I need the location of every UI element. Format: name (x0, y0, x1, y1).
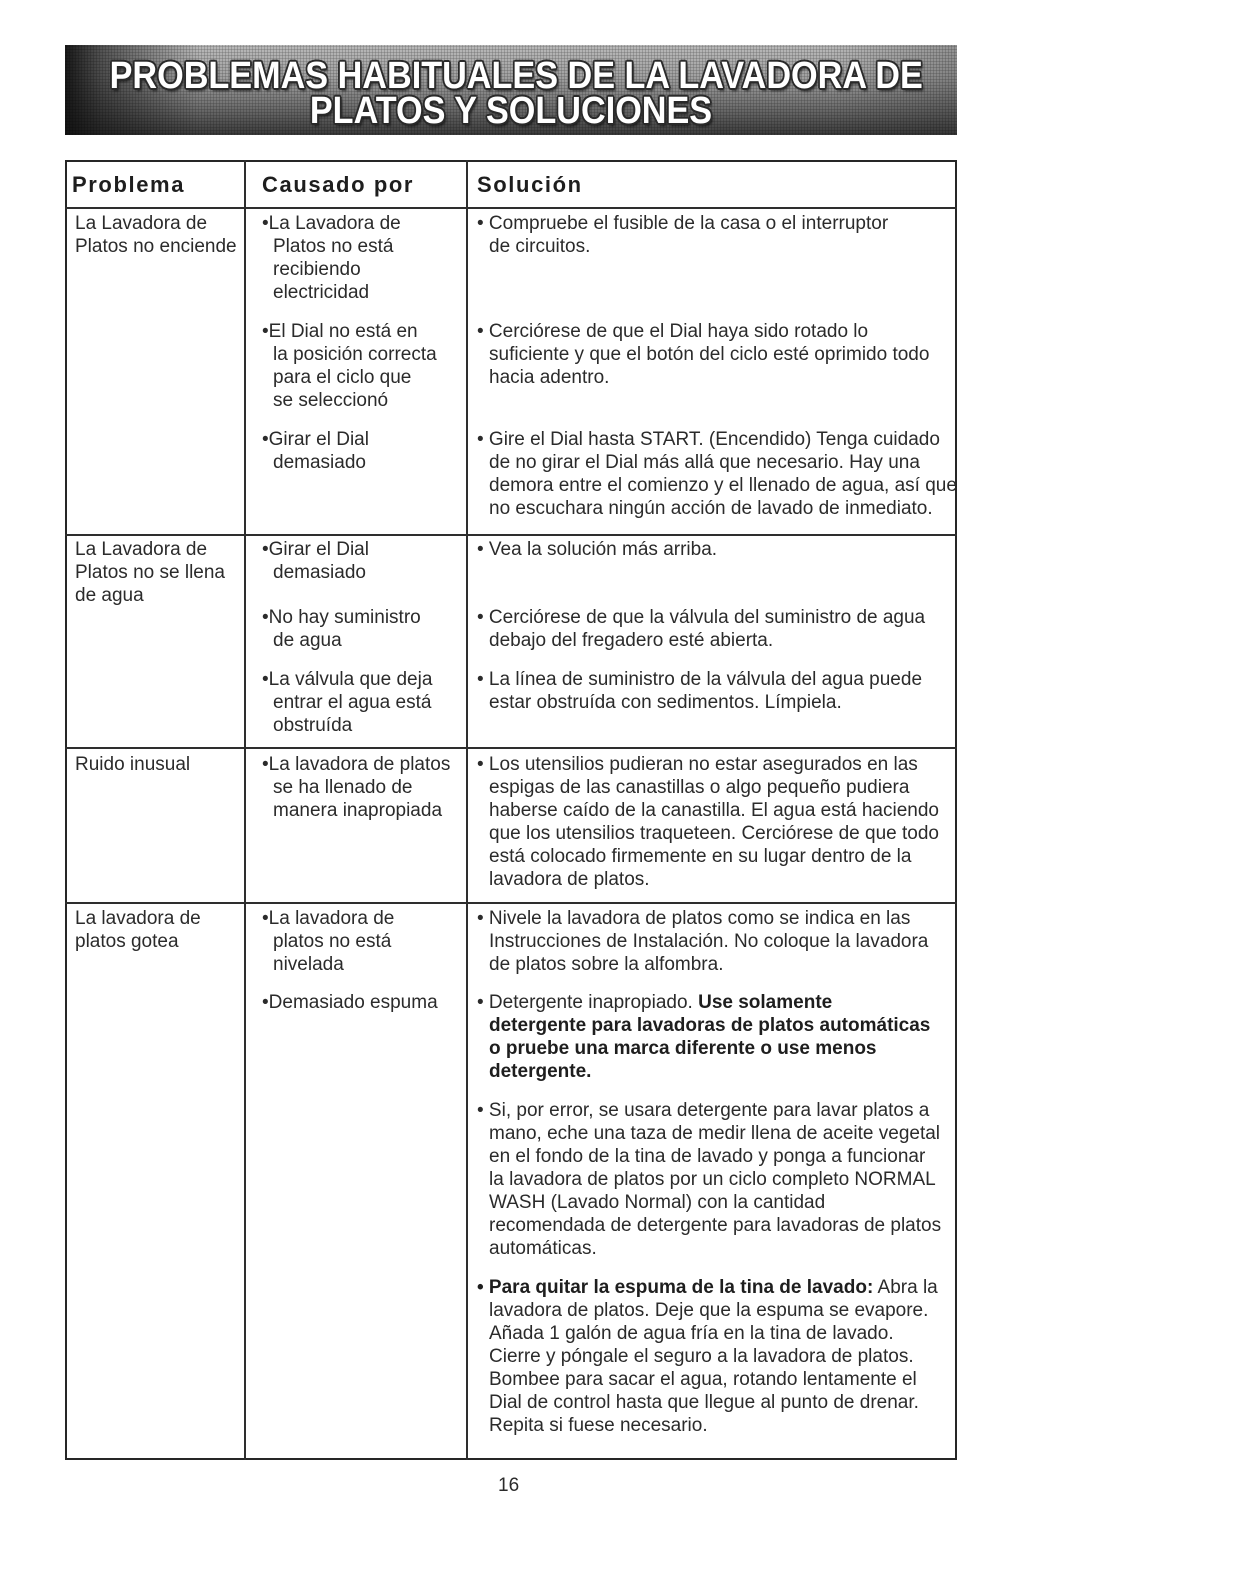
solution-block (477, 1276, 938, 1437)
table-row (65, 535, 957, 748)
header-cause: Causado por (262, 172, 415, 197)
cause-text: •Demasiado espuma (262, 992, 438, 1013)
solution-text: • La línea de suministro de la válvula del agua puede estar obstruída con sedimentos. Límpiela. (477, 669, 923, 713)
cause-text: •Girar el Dial demasiado (262, 539, 369, 583)
table-row (65, 208, 957, 535)
problem-text: La Lavadora de Platos no enciende (75, 213, 237, 257)
troubleshooting-table (65, 160, 957, 1460)
page-title-line-2: PLATOS Y SOLUCIONES (309, 90, 713, 132)
solution-text: • Cerciórese de que la válvula del suministro de agua debajo del fregadero esté abierta. (477, 607, 926, 651)
cause-text: •La lavadora de platos se ha llenado de manera inapropiada (262, 754, 451, 821)
problem-text: La lavadora de platos gotea (75, 908, 201, 952)
solution-bold-text: • Para quitar la espuma de la tina de lavado: (477, 1277, 874, 1298)
table-row (65, 748, 957, 903)
table-row (65, 903, 957, 1460)
page-title-line-1: PROBLEMAS HABITUALES DE LA LAVADORA DE (109, 55, 923, 97)
solution-text: Abra la lavadora de platos. Deje que la espuma se evapore. Añada 1 galón de agua fría en la tina de lavado. Cierre y póngale el seguro a la lavadora de platos. Bombee para sacar el agua, rotando lentamente el Dial de control hasta que llegue al punto de drenar. Repita si fuese necesario. (489, 1277, 938, 1436)
solution-text: • Gire el Dial hasta START. (Encendido) Tenga cuidado de no girar el Dial más allá que necesario. Hay una demora entre el comienzo y el llenado de agua, así que no escuchara ningún acción de lavado de inmediato. (477, 429, 957, 519)
header-problem: Problema (72, 172, 186, 197)
cause-text: •Girar el Dial demasiado (262, 429, 369, 473)
cause-text: •El Dial no está en la posición correcta para el ciclo que se seleccionó (262, 321, 437, 411)
title-banner (65, 45, 957, 135)
cause-text: •La válvula que deja entrar el agua está obstruída (262, 669, 433, 736)
solution-text: • Compruebe el fusible de la casa o el interruptor de circuitos. (477, 213, 889, 257)
cause-text: •La lavadora de platos no está nivelada (262, 908, 395, 975)
solution-block (477, 1099, 941, 1260)
header-solution: Solución (477, 172, 583, 197)
solution-block (477, 991, 930, 1083)
solution-text: • Cerciórese de que el Dial haya sido rotado lo suficiente y que el botón del ciclo esté oprimido todo hacia adentro. (477, 321, 930, 388)
solution-text: • Detergente inapropiado. (477, 992, 699, 1013)
solution-text: • Si, por error, se usara detergente para lavar platos a mano, eche una taza de medir llena de aceite vegetal en el fondo de la tina de lavado y ponga a funcionar la lavadora de platos por un ciclo completo NORMAL WASH (Lavado Normal) con la cantidad recomendada de detergente para lavadoras de platos automáticas. (477, 1100, 942, 1259)
cause-text: •La Lavadora de Platos no está recibiendo electricidad (262, 213, 401, 303)
problem-text: La Lavadora de Platos no se llena de agua (75, 539, 225, 606)
problem-text: Ruido inusual (75, 754, 191, 775)
solution-text: • Nivele la lavadora de platos como se indica en las Instrucciones de Instalación. No coloque la lavadora de platos sobre la alfombra. (477, 908, 929, 975)
solution-bold-text: Use solamente detergente para lavadoras de platos automáticas o pruebe una marca diferente o use menos detergente. (489, 992, 931, 1082)
solution-text: • Vea la solución más arriba. (477, 539, 718, 560)
cause-text: •No hay suministro de agua (262, 607, 421, 651)
solution-text: • Los utensilios pudieran no estar asegurados en las espigas de las canastillas o algo pequeño pudiera haberse caído de la canastilla. El agua está haciendo que los utensilios traqueteen. Cerciórese de que todo está colocado firmemente en su lugar dentro de la lavadora de platos. (477, 754, 939, 890)
page-number: 16 (498, 1475, 520, 1496)
